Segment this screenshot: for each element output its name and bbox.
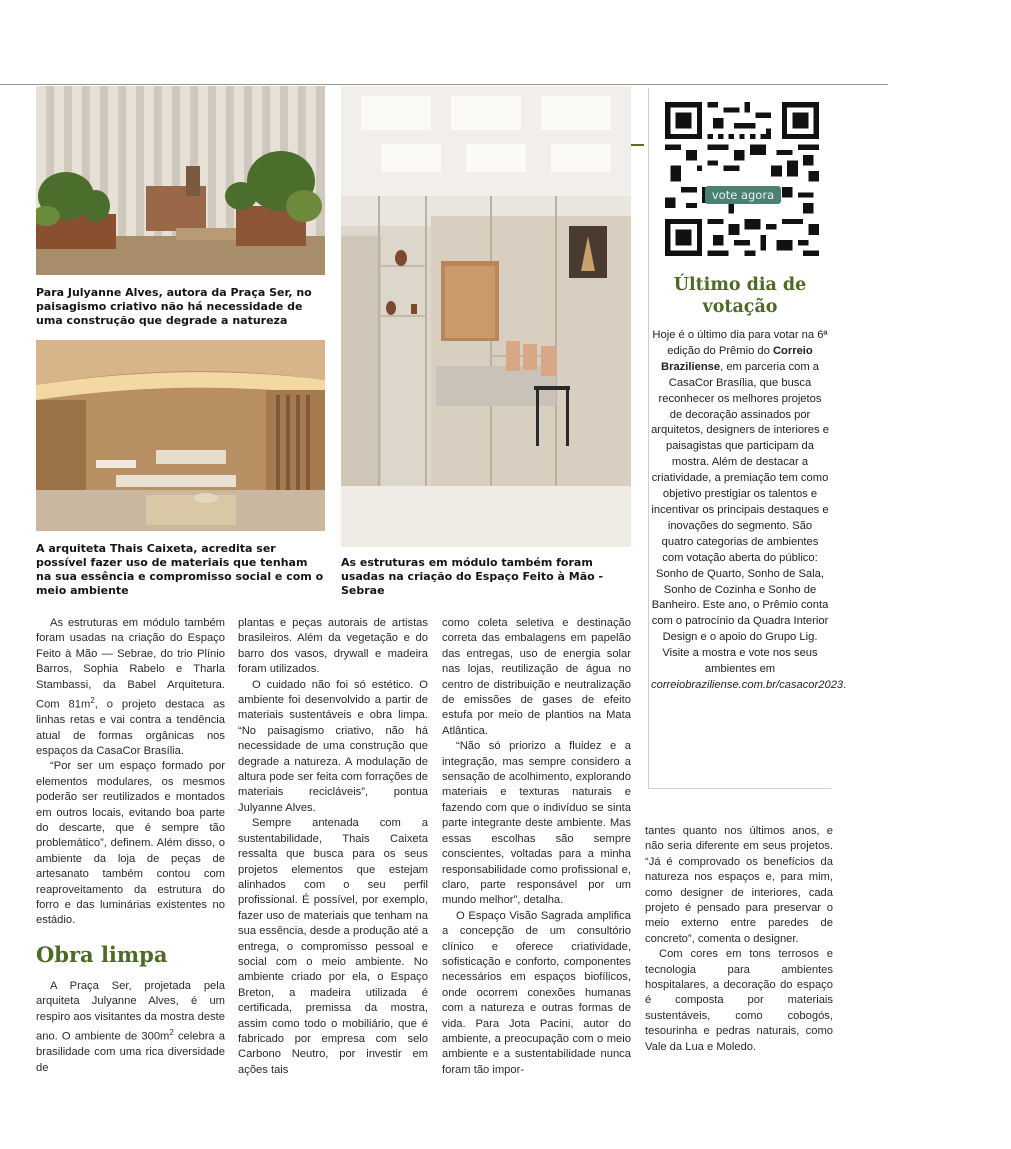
article-column-3 — [442, 616, 631, 1078]
espaco-feito-a-mao-photo — [341, 86, 631, 547]
thais-caption: A arquiteta Thais Caixeta, acredita ser possível fazer uso de materiais que tenham na sua essência e compromisso social e com o meio ambiente — [36, 542, 324, 597]
paragraph: As estruturas em módulo também foram usadas na criação do Espaço Feito à Mão — Sebrae, do trio Plínio Barros, Sophia Rabelo e Tharla Stambassi, da Babel Arquitetura. Com $81m^2$, o projeto destaca as linhas retas e vai contra a tendência atual de formas orgânicas nos espaços da CasaCor Brasília. — [36, 617, 225, 757]
vote-link[interactable]: correiobraziliense.com.br/casacor2023 — [651, 678, 844, 691]
vote-now-badge[interactable]: vote agora — [705, 186, 781, 204]
praca-ser-photo — [36, 86, 325, 275]
voting-sidebar — [648, 88, 847, 789]
qr-code-pattern — [665, 102, 819, 256]
top-rule — [0, 84, 888, 85]
sidebar-body: Hoje é o último dia para votar na 6ª edição do Prêmio do Correio Braziliense, em parceria com a CasaCor Brasília, que busca reconhecer os melhores projetos de decoração assinados por arquitetos, designers de interiores e paisagistas que participam da mostra. Além de destacar a criatividade, a premiação tem como objetivo prestigiar os talentos e incentivar os principais destaques e inovações do segmento. São quatro categorias de ambientes com votação aberta do público: Sonho de Quarto, Sonho de Sala, Sonho de Cozinha e Sonho de Banheiro. Este ano, o Prêmio conta com o patrocínio da Quadra Interior Design e o apoio do Grupo Lig. Visite a mostra e vote nos seus ambientes em correiobraziliense.com.br/casacor2023. — [651, 329, 847, 691]
section-heading: Obra limpa — [36, 941, 168, 967]
paragraph: O cuidado não foi só estético. O ambiente foi desenvolvido a partir de materiais sustentáveis e obra limpa. “No paisagismo criativo, não há necessidade de uma construção que degrade a natureza. A modulação de altura pode ser feita com forrações de materiais recicláveis”, pontua Julyanne Alves. — [238, 678, 428, 814]
paragraph: Com cores em tons terrosos e tecnologia para ambientes hospitalares, a decoração do espaço é composta por materiais sustentáveis, como cobogós, tesourinha e pedras naturais, como Vale da Lua e Moledo. — [645, 948, 833, 1053]
paragraph: como coleta seletiva e destinação correta das embalagens em papelão das entregas, uso de energia solar nas lojas, reutilização de água no centro de distribuição e neutralização de emissões de gases de efeito estufa por meio de plantios na Mata Atlântica. — [442, 617, 631, 737]
espaco-breton-photo — [36, 340, 325, 531]
praca-ser-caption: Para Julyanne Alves, autora da Praça Ser, no paisagismo criativo não há necessidade de uma construção que degrade a natureza — [36, 286, 312, 327]
article-column-4 — [645, 824, 833, 1055]
estruturas-caption: As estruturas em módulo também foram usadas na criação do Espaço Feito à Mão - Sebrae — [341, 556, 604, 597]
paragraph: Sempre antenada com a sustentabilidade, Thais Caixeta ressalta que busca para os seus projetos elementos que estejam alinhados com o seu perfil profissional. É possível, por exemplo, fazer uso de materiais que tenham na sua essência, desde a produção até a entrega, o compromisso pessoal e social com o meio ambiente. No ambiente criado por ela, o Espaço Breton, a madeira utilizada é certificada, premissa da mostra, assim como todo o mobiliário, que é fabricado por empresa com selo Carbono Neutro, por investir em ações tais — [238, 817, 428, 1076]
paragraph: plantas e peças autorais de artistas brasileiros. Além da vegetação e do barro dos vasos, drywall e madeira foram utilizados. — [238, 617, 428, 676]
paragraph: “Por ser um espaço formado por elementos modulares, os mesmos poderão ser reutilizados e montados em outros locais, evitando boa parte do descarte, que é sempre tão problemático”, definem. Além disso, o ambiente da loja de peças de artesanato também contou com reaproveitamento da estrutura do forro e das luminárias existentes no estádio. — [36, 760, 225, 927]
paragraph: tantes quanto nos últimos anos, e não seria diferente em seus projetos. “Já é comprovado os benefícios da natureza nos espaços e, para mim, como designer de interiores, cada projeto é pensado para preservar o meio externo entre paredes de concreto”, comenta o designer. — [645, 825, 833, 945]
paragraph: O Espaço Visão Sagrada amplifica a concepção de um consultório clínico e oferece criatividade, sofisticação e conforto, componentes necessários em espaços biofílicos, onde ocorrem conexões humanas com a natureza e outras formas de vida. Para Jota Pacini, autor do ambiente, a preocupação com o meio ambiente e a sustentabilidade nunca foram tão impor- — [442, 909, 631, 1076]
sidebar-title: Último dia de votação — [673, 275, 807, 317]
paragraph: A Praça Ser, projetada pela arquiteta Julyanne Alves, é um respiro aos visitantes da mostra deste ano. O ambiente de $300m^2$ celebra a brasilidade com uma rica diversidade de — [36, 979, 225, 1074]
qr-code[interactable] — [665, 102, 819, 256]
paragraph: “Não só priorizo a fluidez e a integração, mas sempre considero a sensação de acolhimento, explorando materiais e texturas naturais e fazendo com que o indivíduo se sinta parte integrante deste ambiente. Mas essas escolhas são sempre conscientes, voltadas para a minha responsabilidade como profissional e, claro, parte responsável por um mundo melhor”, detalha. — [442, 740, 631, 907]
article-column-1 — [36, 616, 225, 1076]
article-column-2 — [238, 616, 428, 1078]
